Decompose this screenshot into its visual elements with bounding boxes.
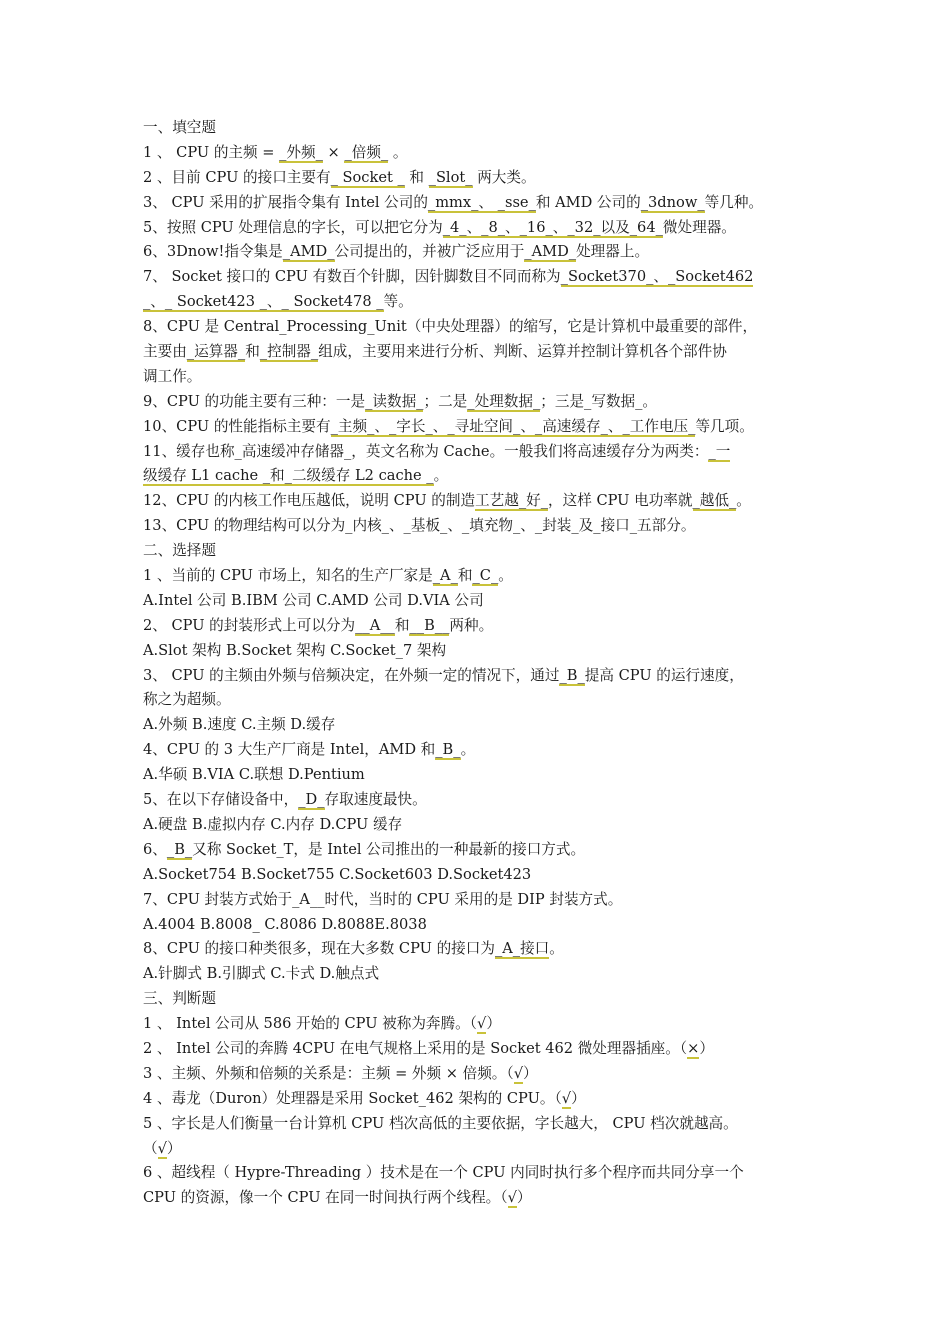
question-text: ） [571, 1089, 586, 1107]
question-line [143, 290, 823, 315]
answer-text: _越低_ [692, 492, 737, 510]
answer-text: × [687, 1039, 700, 1057]
question-line [143, 489, 823, 514]
question-text: 组成，主要用来进行分析、判断、运算并控制计算机各个部件协 [318, 343, 727, 361]
question-text: 1 、 Intel 公司从 586 开始的 CPU 被称为奔腾。（ [143, 1015, 477, 1033]
question-text: ） [523, 1064, 538, 1082]
answer-text: √ [507, 1189, 517, 1207]
answer-text: __B__ [409, 616, 450, 634]
question-text: 2、 CPU 的封装形式上可以分为 [143, 616, 356, 634]
question-text: 。 [388, 143, 408, 161]
answer-text: _C_ [472, 567, 499, 585]
question-text: 13、CPU 的物理结构可以分为_内核_、_基板_、_填充物_、_封装_及_接口_五部分。 [143, 517, 696, 535]
document-page [143, 116, 823, 1211]
question-text: 处理器上。 [576, 243, 650, 261]
question-text: A.华硕 B.VIA C.联想 D.Pentium [143, 766, 365, 784]
question-line [143, 415, 823, 440]
answer-text: _B_ [166, 840, 193, 858]
question-text: 5 、字长是人们衡量一台计算机 CPU 档次高低的主要依据，字长越大， CPU 档次就越高。 [143, 1114, 738, 1132]
question-line [143, 688, 823, 713]
question-line [143, 1062, 823, 1087]
question-text: 12、CPU 的内核工作电压越低，说明 CPU 的制造 [143, 492, 476, 510]
question-line [143, 564, 823, 589]
answer-text: _A_ [432, 567, 458, 585]
question-text: ） [516, 1189, 532, 1207]
question-text: 7、 Socket 接口的 CPU 有数百个针脚，因针脚数目不同而称为 [143, 268, 561, 286]
question-text: ） [699, 1039, 714, 1057]
question-text: 等。 [383, 293, 413, 311]
question-line [143, 1137, 823, 1162]
question-text: 3、 CPU 采用的扩展指令集有 Intel 公司的 [143, 193, 428, 211]
question-text: A.Slot 架构 B.Socket 架构 C.Socket_7 架构 [143, 641, 447, 659]
question-line [143, 390, 823, 415]
question-text: 5、在以下存储设备中， [143, 791, 299, 809]
question-text: 两种。 [449, 616, 494, 634]
question-text: A.Socket754 B.Socket755 C.Socket603 D.Socket423 [143, 865, 532, 883]
question-text: A.硬盘 B.虚拟内存 C.内存 D.CPU 缓存 [143, 815, 403, 833]
answer-text: _B_ [435, 741, 461, 759]
question-text: 5、按照 CPU 处理信息的字长，可以把它分为 [143, 218, 443, 236]
question-line [143, 1037, 823, 1062]
question-text: 6 、超线程（ Hypre-Threading ）技术是在一个 CPU 内同时执行多个程序而共同分享一个 [143, 1164, 744, 1182]
question-text: 存取速度最快。 [324, 791, 427, 809]
question-line [143, 813, 823, 838]
question-line [143, 937, 823, 962]
question-line [143, 1087, 823, 1112]
question-text: 2 、目前 CPU 的接口主要有 [143, 168, 331, 186]
question-text: 。 [498, 567, 513, 585]
answer-text: _AMD_ [282, 243, 335, 261]
answer-text: _mmx_、 _sse_ [427, 193, 536, 211]
question-line [143, 191, 823, 216]
question-text: 。 [433, 467, 449, 485]
question-text: 1 、 CPU 的主频 = [143, 143, 280, 161]
question-text: ） [486, 1015, 501, 1033]
question-line [143, 838, 823, 863]
question-line [143, 166, 823, 191]
answer-text: √ [157, 1139, 167, 1157]
question-line [143, 888, 823, 913]
question-line [143, 216, 823, 241]
answer-text: √ [477, 1015, 487, 1033]
question-text: 4 、毒龙（Duron）处理器是采用 Socket_462 架构的 CPU。（ [143, 1089, 562, 1107]
question-text: 又称 Socket_T，是 Intel 公司推出的一种最新的接口方式。 [192, 840, 586, 858]
question-line [143, 738, 823, 763]
question-line [143, 614, 823, 639]
section-title: 一、填空题 [143, 119, 216, 136]
question-line [143, 1112, 823, 1137]
answer-text: _ Socket _ [330, 168, 405, 186]
question-line [143, 1012, 823, 1037]
question-line [143, 863, 823, 888]
question-text: （ [143, 1139, 158, 1157]
answer-text: _处理数据_ [467, 392, 541, 410]
question-line [143, 265, 823, 290]
question-text: 6、3Dnow!指令集是 [143, 243, 283, 261]
question-line [143, 788, 823, 813]
question-text: 8、CPU 是 Central_Processing_Unit（中央处理器）的缩写，它是计算机中最重要的部件， [143, 318, 758, 336]
question-text: ） [166, 1139, 182, 1157]
question-text: 和 [245, 343, 260, 361]
answer-text: _D_ [298, 791, 325, 809]
question-line [143, 440, 823, 465]
question-text: 9、CPU 的功能主要有三种：一是 [143, 392, 366, 410]
question-text: ；二是 [423, 392, 468, 410]
question-text: 等几项。 [695, 417, 754, 435]
answer-text: _倍频_ [344, 143, 389, 161]
question-text: 6、 [143, 840, 167, 858]
answer-text: _控制器_ [259, 343, 319, 361]
question-text: ，这样 CPU 电功率就 [548, 492, 693, 510]
question-text: 。 [460, 741, 476, 759]
question-text: A.针脚式 B.引脚式 C.卡式 D.触点式 [143, 965, 380, 983]
question-text: 主要由 [143, 343, 187, 361]
question-line [143, 763, 823, 788]
answer-text: __A__ [355, 616, 395, 634]
question-text: 3 、主频、外频和倍频的关系是：主频 = 外频 × 倍频。（ [143, 1064, 514, 1082]
question-text: 3、 CPU 的主频由外频与倍频决定，在外频一定的情况下，通过 [143, 666, 560, 684]
question-text: 4、CPU 的 3 大生产厂商是 Intel，AMD 和 [143, 741, 436, 759]
question-line [143, 664, 823, 689]
question-text: 和 [394, 616, 410, 634]
question-text: 。 [736, 492, 751, 510]
question-text: 公司提出的，并被广泛应用于 [334, 243, 525, 261]
question-text: 1 、当前的 CPU 市场上，知名的生产厂家是 [143, 567, 433, 585]
question-text: 和 AMD 公司的 [535, 193, 641, 211]
question-line [143, 141, 823, 166]
question-text: 和 [457, 567, 473, 585]
answer-text: _一 [708, 442, 731, 460]
question-text: 称之为超频。 [143, 691, 231, 709]
question-text: × [322, 143, 345, 161]
question-text: 。 [549, 940, 564, 958]
answer-text: 级缓存 L1 cache _和_二级缓存 L2 cache _ [143, 467, 434, 485]
question-line [143, 315, 823, 340]
question-text: 等几种。 [704, 193, 764, 211]
answer-text: _主频_、_字长_、_寻址空间_、_高速缓存_、_工作电压_ [330, 417, 696, 435]
question-line [143, 365, 823, 390]
answer-text: √ [561, 1089, 572, 1107]
section-title: 二、选择题 [143, 542, 216, 560]
answer-text: _读数据_ [365, 392, 424, 410]
question-line [143, 240, 823, 265]
question-text: 微处理器。 [662, 218, 736, 236]
question-text: 两大类。 [472, 168, 536, 186]
question-text: A.外频 B.速度 C.主频 D.缓存 [143, 716, 336, 734]
question-line [143, 589, 823, 614]
question-text: A.Intel 公司 B.IBM 公司 C.AMD 公司 D.VIA 公司 [143, 591, 484, 609]
question-line [143, 1161, 823, 1186]
question-text: 7、CPU 封装方式始于_A__时代，当时的 CPU 采用的是 DIP 封装方式。 [143, 890, 623, 908]
question-line [143, 962, 823, 987]
section-title: 三、判断题 [143, 990, 216, 1008]
question-line [143, 464, 823, 489]
answer-text: _运算器_ [186, 343, 246, 361]
answer-text: _Socket370_、_Socket462 [560, 268, 754, 286]
answer-text: _AMD_ [524, 243, 577, 261]
question-line [143, 639, 823, 664]
question-text: 提高 CPU 的运行速度， [584, 666, 744, 684]
question-text: 8、CPU 的接口种类很多，现在大多数 CPU 的接口为 [143, 940, 495, 958]
answer-text: _B_ [559, 666, 585, 684]
answer-text: _Slot_ [428, 168, 473, 186]
question-text: A.4004 B.8008_ C.8086 D.8088E.8038 [143, 915, 427, 933]
question-text: CPU 的资源，像一个 CPU 在同一时间执行两个线程。（ [143, 1189, 508, 1207]
answer-text: _A_接口 [494, 940, 550, 958]
question-line [143, 340, 823, 365]
answer-text: _3dnow_ [640, 193, 705, 211]
question-text: ；三是_写数据_。 [540, 392, 658, 410]
answer-text: _4_、_8_、_16_、_32_以及_64_ [442, 218, 663, 236]
question-text: 10、CPU 的性能指标主要有 [143, 417, 331, 435]
question-line [143, 713, 823, 738]
question-text: 和 [404, 168, 429, 186]
question-line [143, 1186, 823, 1211]
question-line [143, 514, 823, 539]
question-line [143, 913, 823, 938]
answer-text: √ [513, 1064, 524, 1082]
answer-text: _外频_ [279, 143, 323, 161]
question-text: 调工作。 [143, 367, 202, 385]
answer-text: 工艺越_好_ [475, 492, 549, 510]
answer-text: _、_ Socket423 _、_ Socket478 _ [143, 293, 384, 311]
question-text: 2 、 Intel 公司的奔腾 4CPU 在电气规格上采用的是 Socket 462 微处理器插座。（ [143, 1039, 688, 1057]
question-text: 11、缓存也称_高速缓冲存储器_，英文名称为 Cache。一般我们将高速缓存分为两类： [143, 442, 709, 460]
